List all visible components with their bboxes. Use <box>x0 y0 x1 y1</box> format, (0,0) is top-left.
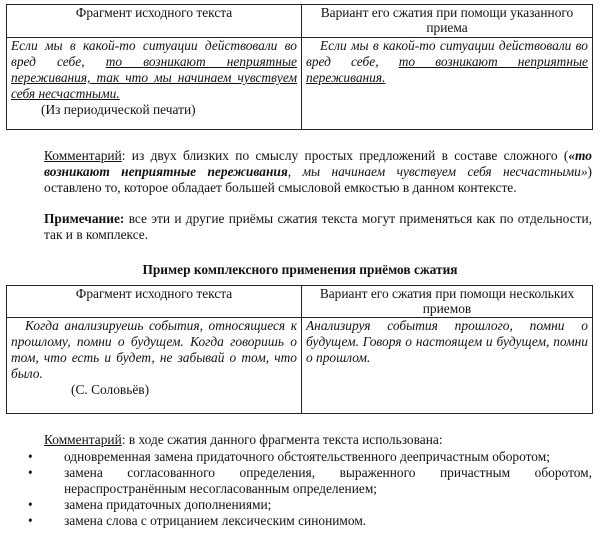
list-item: • замена придаточных дополнениями; <box>28 497 272 512</box>
table2-source-attribution: (С. Соловьёв) <box>71 382 150 397</box>
table2-header-variant: Вариант его сжатия при помощи нескольких приемов <box>302 286 593 318</box>
table2-variant-text: Анализируя события прошлого, помни о будущем. Говоря о настоящем и будущем, помни о прошлом. <box>306 318 588 365</box>
bullet-icon: • <box>28 465 33 480</box>
comment2-text: : в ходе сжатия данного фрагмента текста использована: <box>121 432 443 447</box>
comment-paragraph-2 <box>44 432 592 448</box>
table1-header-variant: Вариант его сжатия при помощи указанного приема <box>302 5 593 38</box>
table1-variant-text-part2-underlined: то возникают неприятные переживания. <box>306 54 588 85</box>
table1-header-source: Фрагмент исходного текста <box>7 5 302 38</box>
bullet-icon: • <box>28 497 33 512</box>
table1-source-attribution: (Из периодической печати) <box>41 102 196 117</box>
table2-variant-cell <box>302 318 593 414</box>
list-item: • замена слова с отрицанием лексическим синонимом. <box>28 513 367 528</box>
table1-variant-text-part1: Если мы в какой-то ситуации действовали во вред себе, <box>306 38 588 69</box>
table2-source-cell <box>7 318 302 414</box>
complex-compression-table <box>6 285 593 414</box>
list-item: • одновременная замена придаточного обстоятельственного деепричастным оборотом; <box>28 449 550 464</box>
table1-source-text-part1: Если мы в какой-то ситуации действовали во вред себе, <box>11 38 297 69</box>
note-label: Примечание: <box>44 211 125 226</box>
comment1-quote-bold: «то возникают неприятные переживания <box>44 148 592 179</box>
comment1-text1: : из двух близких по смыслу простых предложений в составе сложного ( <box>121 148 569 163</box>
table2-header-source: Фрагмент исходного текста <box>7 286 302 318</box>
list-item: • замена согласованного определения, выраженного причастным оборотом, нераспространённым несогласованным определением; <box>28 465 592 496</box>
note-text: все эти и другие приёмы сжатия текста могут применяться как по отдельности, так и в комплексе. <box>44 211 592 242</box>
compression-example-table <box>6 4 593 130</box>
techniques-list <box>6 449 592 529</box>
bullet-icon: • <box>28 513 33 528</box>
note-paragraph <box>44 211 592 243</box>
comment1-quote-rest: , мы начинаем чувствуем себя несчастными» <box>287 164 588 179</box>
table2-source-text: Когда анализируешь события, относящиеся к прошлому, помни о будущем. Когда говоришь о том, что есть и будет, не забывай о том, что было. <box>11 318 297 381</box>
table1-source-cell <box>7 38 302 130</box>
comment2-label: Комментарий <box>44 432 122 447</box>
table1-variant-cell <box>302 38 593 130</box>
comment-paragraph-1 <box>44 148 592 196</box>
bullet-icon: • <box>28 449 33 464</box>
table1-source-text-part2-underlined: то возникают неприятные переживания, так что мы начинаем чувствуем себя несчастными. <box>11 54 297 101</box>
section-heading: Пример комплексного применения приёмов сжатия <box>142 262 458 277</box>
comment1-label: Комментарий <box>44 148 122 163</box>
comment1-text2: ) оставлено то, которое обладает большей смысловой емкостью в данном контексте. <box>44 164 592 195</box>
